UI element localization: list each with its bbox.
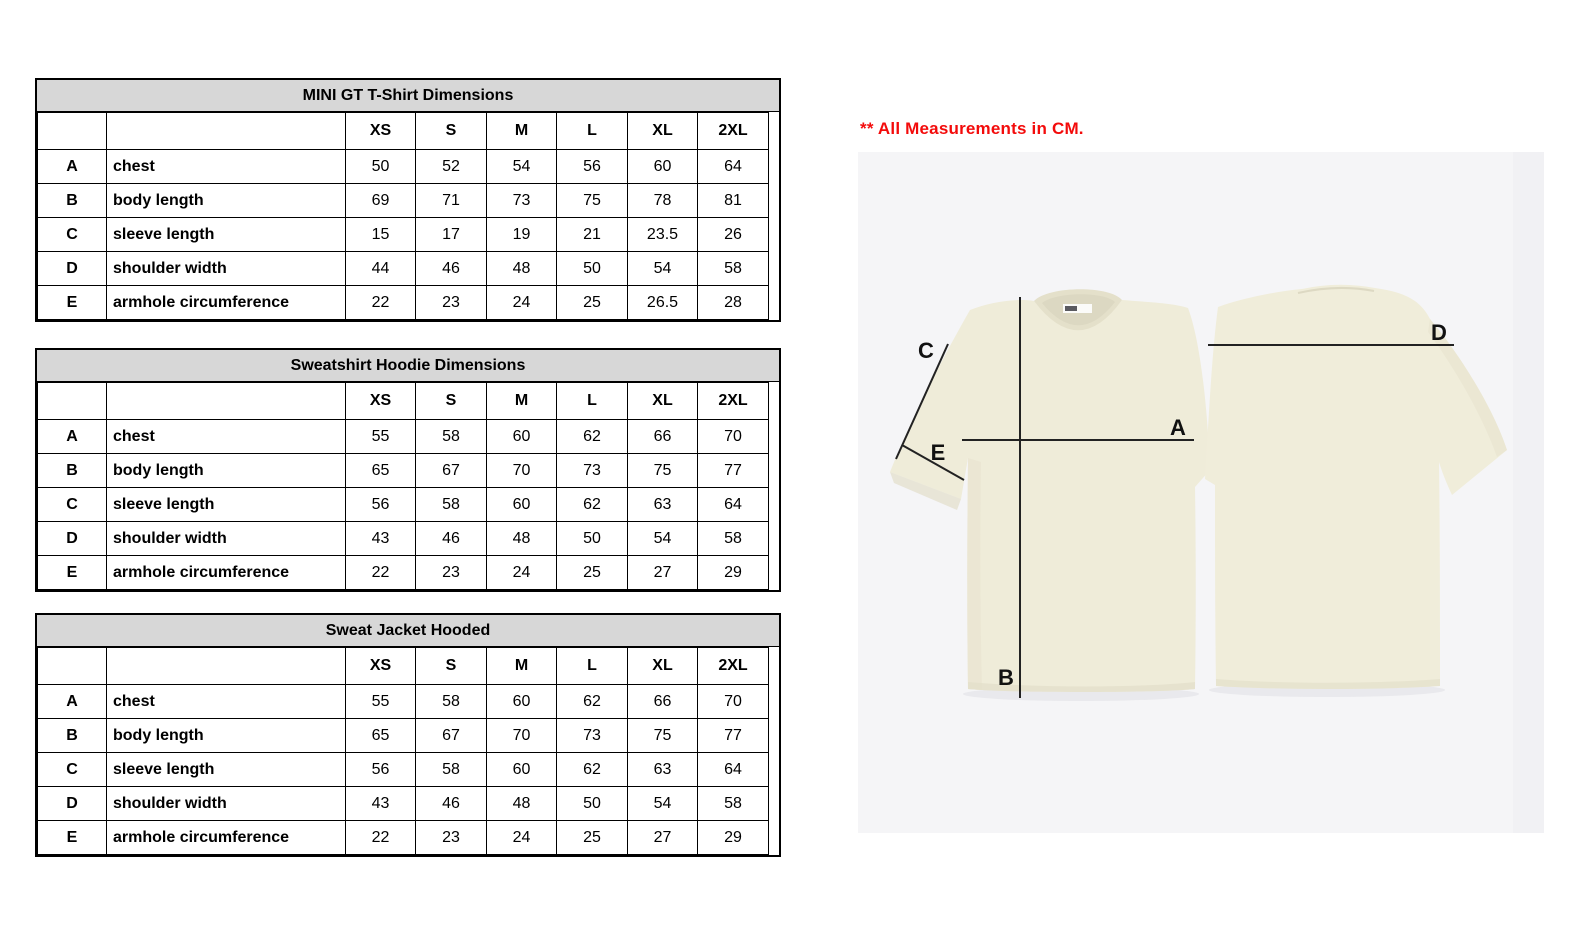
dimension-row (38, 420, 769, 454)
table-hoodie-dimensions (35, 348, 781, 592)
dimension-value-cell: 24 (487, 821, 557, 855)
dimension-value-cell: 55 (346, 420, 416, 454)
row-label-cell: sleeve length (107, 488, 346, 522)
dimension-value-cell: 75 (628, 454, 698, 488)
dimension-value-cell: 58 (698, 522, 769, 556)
dimension-value-cell: 75 (628, 719, 698, 753)
table-title: MINI GT T-Shirt Dimensions (37, 80, 779, 112)
dimension-row (38, 787, 769, 821)
dimension-value-cell: 71 (416, 184, 487, 218)
size-header-cell: M (487, 113, 557, 150)
row-letter-cell: D (38, 252, 107, 286)
dimension-row (38, 488, 769, 522)
dimension-value-cell: 65 (346, 454, 416, 488)
dimension-value-cell: 19 (487, 218, 557, 252)
size-header-cell: XL (628, 648, 698, 685)
size-header-row (38, 113, 769, 150)
measure-label-E: E (930, 440, 946, 465)
dimension-value-cell: 69 (346, 184, 416, 218)
dimension-value-cell: 58 (416, 685, 487, 719)
tshirt-measurement-diagram (858, 152, 1544, 833)
dimension-value-cell: 29 (698, 556, 769, 590)
corner-cell (107, 648, 346, 685)
row-letter-cell: B (38, 184, 107, 218)
dimension-value-cell: 25 (557, 556, 628, 590)
dimension-value-cell: 50 (557, 522, 628, 556)
dimension-value-cell: 73 (487, 184, 557, 218)
dimension-value-cell: 70 (487, 454, 557, 488)
dimension-value-cell: 46 (416, 522, 487, 556)
dimension-row (38, 556, 769, 590)
size-header-cell: 2XL (698, 113, 769, 150)
dimension-value-cell: 54 (628, 522, 698, 556)
dimension-row (38, 184, 769, 218)
table-sweat-jacket-hooded (35, 613, 781, 857)
dimension-value-cell: 46 (416, 787, 487, 821)
row-letter-cell: D (38, 787, 107, 821)
size-header-cell: M (487, 383, 557, 420)
size-header-row (38, 383, 769, 420)
size-header-cell: XS (346, 113, 416, 150)
dimension-value-cell: 63 (628, 753, 698, 787)
dimension-value-cell: 21 (557, 218, 628, 252)
dimension-value-cell: 26.5 (628, 286, 698, 320)
dimension-value-cell: 81 (698, 184, 769, 218)
row-letter-cell: D (38, 522, 107, 556)
dimension-value-cell: 50 (346, 150, 416, 184)
dimension-value-cell: 62 (557, 420, 628, 454)
dimension-value-cell: 56 (557, 150, 628, 184)
dimension-row (38, 522, 769, 556)
dimension-value-cell: 48 (487, 522, 557, 556)
dimension-value-cell: 60 (487, 488, 557, 522)
dimension-value-cell: 58 (416, 420, 487, 454)
row-letter-cell: A (38, 420, 107, 454)
dimension-value-cell: 77 (698, 454, 769, 488)
dimension-value-cell: 66 (628, 420, 698, 454)
dimension-value-cell: 54 (628, 787, 698, 821)
dimension-row (38, 821, 769, 855)
dimension-value-cell: 56 (346, 753, 416, 787)
dimension-value-cell: 60 (487, 753, 557, 787)
corner-cell (38, 383, 107, 420)
diagram-background-edge (1513, 152, 1544, 833)
row-label-cell: chest (107, 420, 346, 454)
size-header-row (38, 648, 769, 685)
size-header-cell: 2XL (698, 648, 769, 685)
dimension-value-cell: 48 (487, 787, 557, 821)
row-label-cell: armhole circumference (107, 286, 346, 320)
row-letter-cell: C (38, 488, 107, 522)
table-tshirt-dimensions (35, 78, 781, 322)
dimension-value-cell: 62 (557, 488, 628, 522)
dimension-row (38, 252, 769, 286)
row-label-cell: sleeve length (107, 218, 346, 252)
dimension-value-cell: 54 (628, 252, 698, 286)
row-label-cell: chest (107, 150, 346, 184)
dimension-value-cell: 62 (557, 753, 628, 787)
dimension-value-cell: 28 (698, 286, 769, 320)
row-letter-cell: A (38, 150, 107, 184)
dimension-value-cell: 22 (346, 286, 416, 320)
dimension-value-cell: 27 (628, 821, 698, 855)
dimension-row (38, 286, 769, 320)
row-letter-cell: B (38, 454, 107, 488)
table-title: Sweat Jacket Hooded (37, 615, 779, 647)
dimension-value-cell: 73 (557, 719, 628, 753)
front-side-shade (967, 458, 982, 690)
dimension-value-cell: 64 (698, 150, 769, 184)
size-header-cell: M (487, 648, 557, 685)
dimension-row (38, 454, 769, 488)
dimension-value-cell: 50 (557, 787, 628, 821)
dimension-value-cell: 25 (557, 286, 628, 320)
dimension-value-cell: 54 (487, 150, 557, 184)
row-label-cell: sleeve length (107, 753, 346, 787)
size-header-cell: L (557, 383, 628, 420)
dimension-value-cell: 23 (416, 556, 487, 590)
corner-cell (38, 113, 107, 150)
measurements-unit-note: ** All Measurements in CM. (860, 119, 1084, 138)
dimension-value-cell: 43 (346, 522, 416, 556)
size-header-cell: S (416, 383, 487, 420)
row-label-cell: body length (107, 184, 346, 218)
dimension-value-cell: 44 (346, 252, 416, 286)
row-letter-cell: A (38, 685, 107, 719)
row-letter-cell: E (38, 821, 107, 855)
size-header-cell: L (557, 648, 628, 685)
row-label-cell: body length (107, 719, 346, 753)
size-header-cell: XS (346, 383, 416, 420)
dimension-row (38, 753, 769, 787)
row-label-cell: shoulder width (107, 252, 346, 286)
dimension-value-cell: 65 (346, 719, 416, 753)
dimension-value-cell: 60 (628, 150, 698, 184)
dimension-value-cell: 22 (346, 556, 416, 590)
dimension-value-cell: 77 (698, 719, 769, 753)
dimension-value-cell: 24 (487, 286, 557, 320)
row-label-cell: armhole circumference (107, 556, 346, 590)
dimension-value-cell: 78 (628, 184, 698, 218)
row-letter-cell: C (38, 218, 107, 252)
dimension-row (38, 218, 769, 252)
collar-brand-tag-print (1065, 306, 1077, 311)
dimension-value-cell: 73 (557, 454, 628, 488)
measure-label-D: D (1431, 320, 1447, 345)
dimension-value-cell: 64 (698, 753, 769, 787)
dimension-row (38, 685, 769, 719)
measure-label-B: B (998, 665, 1014, 690)
dimension-value-cell: 43 (346, 787, 416, 821)
row-letter-cell: E (38, 286, 107, 320)
dimension-value-cell: 64 (698, 488, 769, 522)
dimension-value-cell: 58 (416, 753, 487, 787)
row-letter-cell: C (38, 753, 107, 787)
dimension-value-cell: 52 (416, 150, 487, 184)
measure-label-C: C (918, 338, 934, 363)
size-header-cell: S (416, 648, 487, 685)
dimension-value-cell: 15 (346, 218, 416, 252)
dimension-value-cell: 62 (557, 685, 628, 719)
dimension-value-cell: 58 (416, 488, 487, 522)
dimension-value-cell: 29 (698, 821, 769, 855)
row-label-cell: body length (107, 454, 346, 488)
dimension-value-cell: 17 (416, 218, 487, 252)
dimension-row (38, 150, 769, 184)
corner-cell (38, 648, 107, 685)
dimension-value-cell: 27 (628, 556, 698, 590)
corner-cell (107, 113, 346, 150)
size-header-cell: 2XL (698, 383, 769, 420)
dimension-value-cell: 58 (698, 252, 769, 286)
dimension-value-cell: 23 (416, 821, 487, 855)
size-header-cell: L (557, 113, 628, 150)
row-label-cell: chest (107, 685, 346, 719)
dimension-value-cell: 66 (628, 685, 698, 719)
size-header-cell: XL (628, 113, 698, 150)
dimension-value-cell: 22 (346, 821, 416, 855)
dimension-value-cell: 26 (698, 218, 769, 252)
dimension-value-cell: 70 (698, 420, 769, 454)
diagram-svg (858, 152, 1544, 833)
dimension-value-cell: 60 (487, 420, 557, 454)
dimension-value-cell: 70 (698, 685, 769, 719)
dimension-value-cell: 70 (487, 719, 557, 753)
dimension-value-cell: 23.5 (628, 218, 698, 252)
table-title: Sweatshirt Hoodie Dimensions (37, 350, 779, 382)
size-header-cell: XL (628, 383, 698, 420)
size-header-cell: XS (346, 648, 416, 685)
size-header-cell: S (416, 113, 487, 150)
row-letter-cell: B (38, 719, 107, 753)
row-letter-cell: E (38, 556, 107, 590)
dimension-table (37, 112, 769, 320)
dimension-value-cell: 25 (557, 821, 628, 855)
row-label-cell: shoulder width (107, 522, 346, 556)
dimension-value-cell: 50 (557, 252, 628, 286)
dimension-value-cell: 58 (698, 787, 769, 821)
dimension-value-cell: 24 (487, 556, 557, 590)
dimension-row (38, 719, 769, 753)
row-label-cell: armhole circumference (107, 821, 346, 855)
dimension-value-cell: 63 (628, 488, 698, 522)
dimension-table (37, 382, 769, 590)
dimension-value-cell: 55 (346, 685, 416, 719)
measure-label-A: A (1170, 415, 1186, 440)
dimension-value-cell: 60 (487, 685, 557, 719)
row-label-cell: shoulder width (107, 787, 346, 821)
dimension-value-cell: 46 (416, 252, 487, 286)
dimension-value-cell: 23 (416, 286, 487, 320)
dimension-value-cell: 48 (487, 252, 557, 286)
dimension-value-cell: 67 (416, 454, 487, 488)
dimension-value-cell: 67 (416, 719, 487, 753)
corner-cell (107, 383, 346, 420)
dimension-value-cell: 75 (557, 184, 628, 218)
dimension-table (37, 647, 769, 855)
dimension-value-cell: 56 (346, 488, 416, 522)
